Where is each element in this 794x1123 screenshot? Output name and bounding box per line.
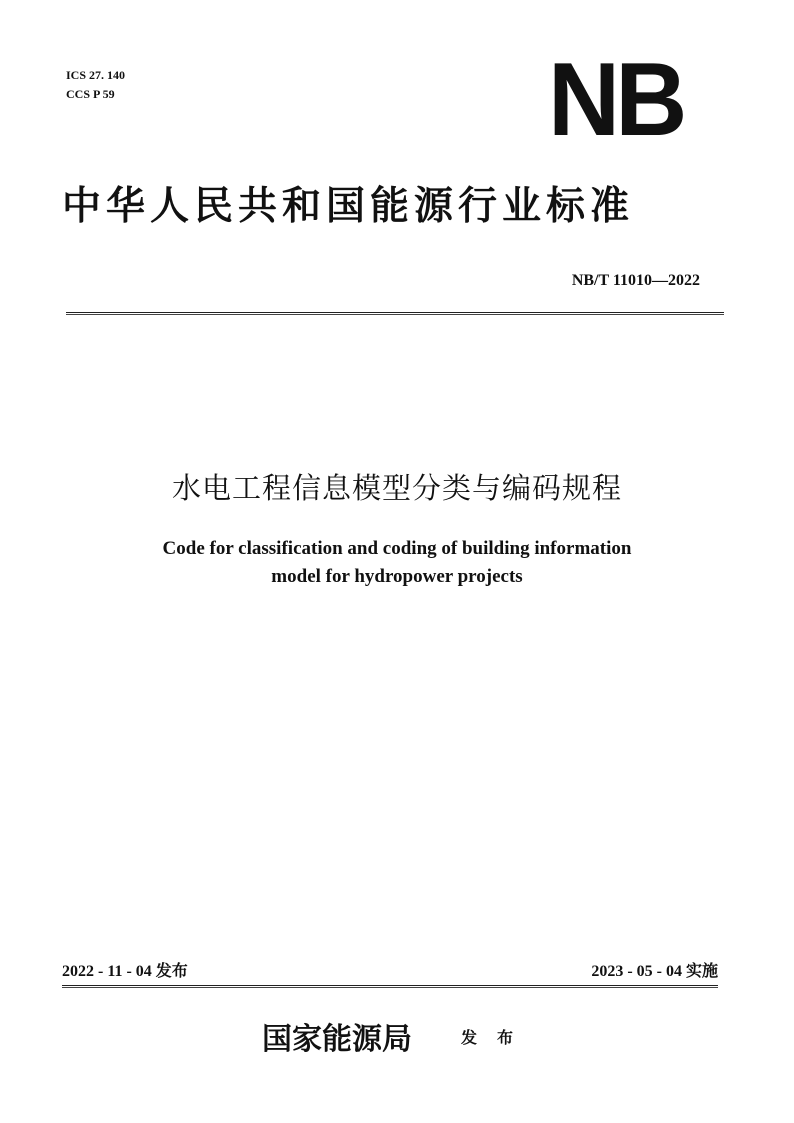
top-divider (66, 312, 724, 313)
publisher-name: 国家能源局 (262, 1022, 412, 1057)
bottom-divider-secondary (62, 987, 718, 988)
english-title-line-1: Code for classification and coding of building information (162, 538, 632, 559)
ccs-code: CCS P 59 (66, 87, 115, 101)
publish-label: 发布 (461, 1028, 534, 1047)
issue-date: 2022 - 11 - 04 发布 (62, 963, 188, 980)
classification-codes (66, 66, 125, 104)
english-title-line-2: model for hydropower projects (271, 566, 523, 587)
issuing-standard-category: 中华人民共和国能源行业标准 (62, 183, 635, 229)
standard-number: NB/T 11010—2022 (571, 272, 700, 289)
top-divider-secondary (66, 314, 724, 315)
document-title-chinese: 水电工程信息模型分类与编码规程 (171, 471, 622, 505)
implementation-date: 2023 - 05 - 04 实施 (591, 963, 718, 980)
ics-code: ICS 27. 140 (66, 68, 126, 82)
nb-logo: NB (548, 42, 683, 158)
bottom-divider (62, 985, 718, 986)
document-title-english (0, 535, 794, 591)
